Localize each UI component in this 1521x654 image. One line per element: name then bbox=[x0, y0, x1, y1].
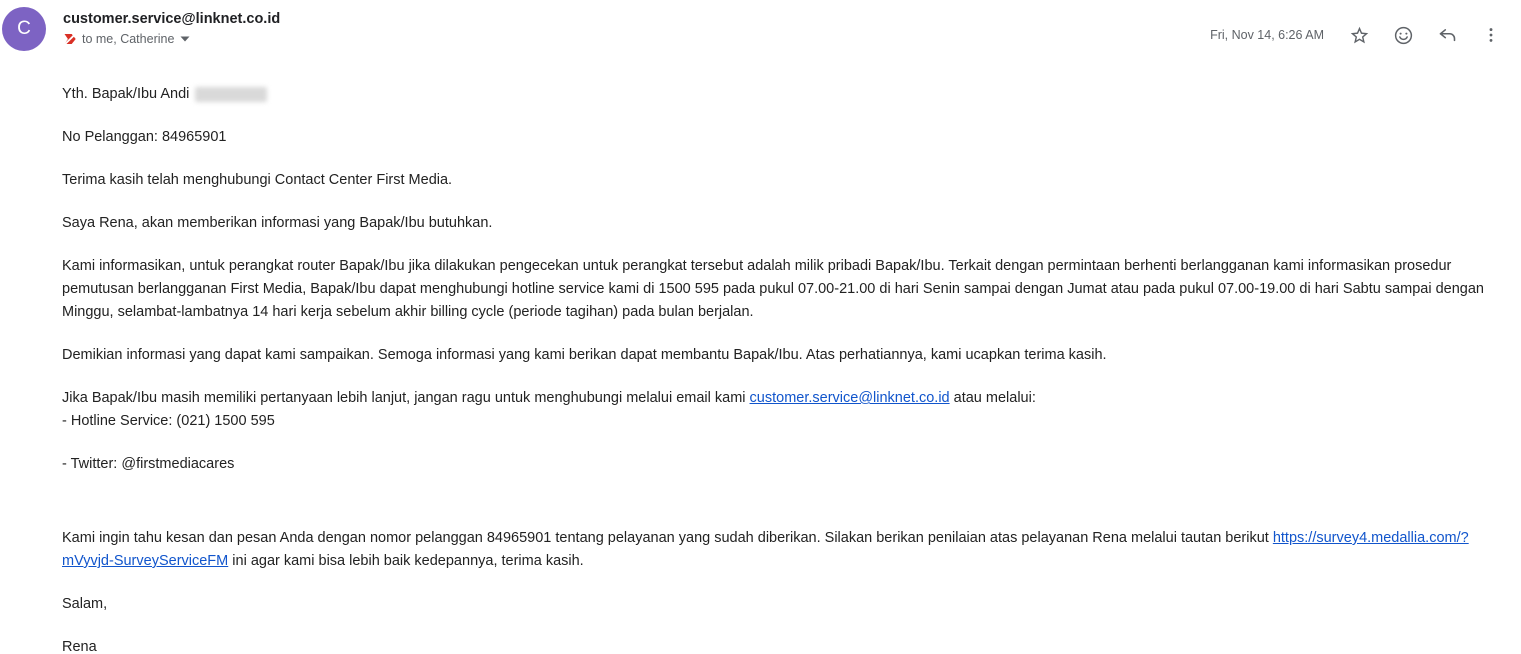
email-paragraph: Rena bbox=[62, 639, 97, 654]
header-main bbox=[63, 7, 1210, 46]
sender-email: customer.service@linknet.co.id bbox=[63, 11, 281, 27]
email-link[interactable]: customer.service@linknet.co.id bbox=[749, 390, 950, 406]
email-paragraph: Saya Rena, akan memberikan informasi yang Bapak/Ibu butuhkan. bbox=[62, 215, 493, 231]
email-paragraph: Yth. Bapak/Ibu Andi bbox=[62, 83, 1496, 106]
email-paragraph: Kami informasikan, untuk perangkat router Bapak/Ibu jika dilakukan pengecekan untuk perangkat tersebut adalah milik pribadi Bapak/Ibu. Terkait dengan permintaan berhenti berlangganan kami informasikan prosedur pemutusan berlangganan First Media, Bapak/Ibu dapat menghubungi hotline service kami di 1500 595 pada pukul 07.00-21.00 di hari Senin sampai dengan Jumat atau pada pukul 07.00-19.00 di hari Sabtu sampai dengan Minggu, selambat-lambatnya 14 hari kerja sebelum akhir billing cycle (periode tagihan) pada bulan berjalan. bbox=[62, 258, 1484, 320]
important-marker-icon bbox=[63, 32, 77, 46]
emoji-reaction-button[interactable] bbox=[1381, 17, 1425, 53]
email-paragraph: Terima kasih telah menghubungi Contact Center First Media. bbox=[62, 172, 453, 188]
sender-row bbox=[63, 10, 1210, 28]
more-options-button[interactable] bbox=[1469, 17, 1513, 53]
redacted-name bbox=[195, 87, 267, 102]
reply-icon bbox=[1437, 25, 1458, 46]
recipients-text: to me, Catherine bbox=[82, 32, 175, 46]
email-paragraph: Jika Bapak/Ibu masih memiliki pertanyaan lebih lanjut, jangan ragu untuk menghubungi melalui email kami customer.service@linknet.co.id atau melalui: - Hotline Service: (021) 1500 595 bbox=[62, 390, 1036, 429]
email-header bbox=[0, 0, 1521, 53]
reply-button[interactable] bbox=[1425, 17, 1469, 53]
recipient-row bbox=[63, 32, 1210, 46]
email-paragraph: Salam, bbox=[62, 596, 108, 612]
email-body bbox=[0, 53, 1521, 654]
star-button[interactable] bbox=[1337, 17, 1381, 53]
avatar-letter: C bbox=[17, 18, 31, 39]
email-link[interactable]: https://survey4.medallia.com/?mVyvjd-SurveyServiceFM bbox=[62, 530, 1469, 569]
avatar[interactable] bbox=[2, 7, 46, 51]
email-paragraph: Kami ingin tahu kesan dan pesan Anda dengan nomor pelanggan 84965901 tentang pelayanan yang sudah diberikan. Silakan berikan penilaian atas pelayanan Rena melalui tautan berikut https://survey4.medallia.com/?mVyvjd-SurveyServiceFM ini agar kami bisa lebih baik kedepannya, terima kasih. bbox=[62, 530, 1469, 569]
email-date: Fri, Nov 14, 6:26 AM bbox=[1210, 28, 1324, 42]
emoji-icon bbox=[1393, 25, 1414, 46]
star-icon bbox=[1349, 25, 1370, 46]
chevron-down-icon[interactable] bbox=[178, 34, 192, 44]
email-paragraph: Demikian informasi yang dapat kami sampaikan. Semoga informasi yang kami berikan dapat membantu Bapak/Ibu. Atas perhatiannya, kami ucapkan terima kasih. bbox=[62, 347, 1107, 363]
header-actions bbox=[1210, 7, 1513, 53]
email-paragraph: - Twitter: @firstmediacares bbox=[62, 456, 235, 472]
email-paragraph: No Pelanggan: 84965901 bbox=[62, 129, 227, 145]
more-vertical-icon bbox=[1481, 25, 1501, 45]
